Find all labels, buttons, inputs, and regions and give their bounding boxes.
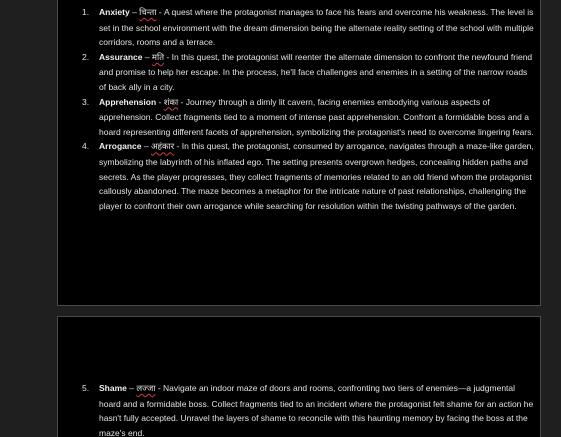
- list-item-separator: -: [164, 51, 172, 62]
- list-item-separator: -: [178, 96, 186, 107]
- list-item-separator: –: [141, 141, 151, 152]
- list-item-hindi-term: अहंकार: [150, 142, 175, 153]
- list-item-separator: –: [142, 51, 152, 62]
- list-item-description: Navigate an indoor maze of doors and rooms, confronting two tiers of enemies—a judgmental hoard and a formidable boss. Collect fragments tied to an incident where the protagonist felt shame for an action he hasn't fully accepted. Unravel the layers of shame to reconcile with this haunting memory by facing the boss at the maze's end.: [99, 383, 534, 437]
- document-page: [57, 0, 541, 306]
- list-item-hindi-term: मति: [151, 52, 165, 63]
- list-item-hindi-term: शंका: [163, 97, 179, 108]
- list-item-number: 2.: [82, 51, 90, 62]
- list-item-number: 5.: [82, 383, 90, 393]
- list-item-separator: –: [129, 7, 140, 17]
- list-item-hindi-term: लज्जा: [136, 384, 156, 394]
- list-item: [58, 50, 540, 95]
- list-item-separator: -: [155, 383, 164, 393]
- list-item: [58, 381, 540, 437]
- list-item-separator: -: [156, 96, 164, 107]
- numbered-list: [58, 0, 540, 213]
- list-item-term: Arrogance: [99, 141, 142, 152]
- numbered-list: [58, 317, 540, 437]
- list-item-number: 3.: [82, 96, 90, 107]
- list-item-description: Journey through a dimly lit cavern, facing enemies embodying various aspects of apprehension. Collect fragments tied to a moment of intense past apprehension. Confront a formidable boss and a hoard representing different facets of apprehension, symbolizing the protagonist's need to overcome lingering fears.: [99, 96, 534, 137]
- list-item-separator: –: [126, 383, 137, 393]
- list-item-term: Anxiety: [99, 7, 130, 17]
- list-item-description: A quest where the protagonist manages to face his fears and overcome his weakness. The level is set in the school environment with the dream dimension being the alternate reality setting of the school with multiple corridors, rooms and a terrace.: [99, 7, 534, 48]
- list-item-number: 1.: [82, 7, 90, 17]
- list-item-term: Assurance: [99, 51, 143, 62]
- list-item-description: In this quest, the protagonist, consumed by arrogance, navigates through a maze-like garden, symbolizing the labyrinth of his inflated ego. The setting presents overgrown hedges, concealing hidden paths and secrets. As the player progresses, they collect fragments of memories related to an old friend whom the protagonist callously abandoned. The maze becomes a metaphor for the intricate nature of past relationships, challenging the player to confront their own arrogance while searching for resolution within the twisting pathways of the garden.: [99, 141, 534, 211]
- list-item-hindi-term: चिन्ता: [139, 8, 157, 18]
- list-item: [58, 95, 540, 140]
- list-item: [58, 139, 540, 213]
- list-item: [58, 5, 540, 50]
- list-item-term: Shame: [99, 383, 127, 393]
- list-item-number: 4.: [82, 141, 90, 152]
- list-item-term: Apprehension: [99, 96, 157, 107]
- list-item-separator: -: [174, 141, 182, 152]
- list-item-description: In this quest, the protagonist will reenter the alternate dimension to confront the newfound friend and promise to help her escape. In the process, he'll face challenges and enemies in a setting of the narrow roads of back ally in a city.: [99, 51, 533, 92]
- document-page: [57, 316, 541, 437]
- list-item-separator: -: [156, 7, 164, 17]
